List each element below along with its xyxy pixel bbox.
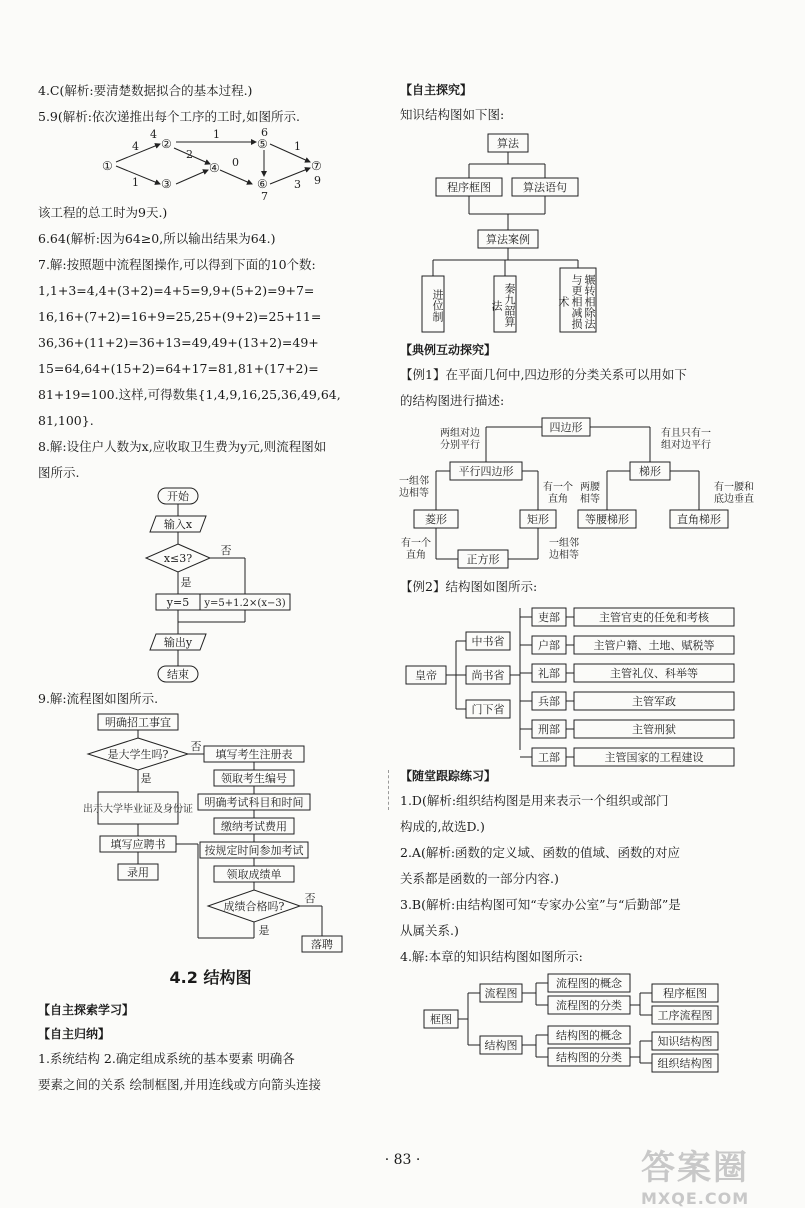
chap-leaf: 知识结构图 [657, 1035, 713, 1048]
org-duty: 主管刑狱 [632, 723, 676, 736]
q9-step-2: 领取考生编号 [221, 772, 287, 785]
org-duty: 主管军政 [632, 695, 676, 708]
algo-case-1: 进位制 [431, 288, 444, 322]
q5-edge-label: 1 [294, 140, 301, 153]
section-heading: 【自主探究】 [400, 83, 473, 97]
q5-value-7: 9 [314, 174, 321, 187]
quad-note: 两组对边 [440, 428, 480, 439]
exercise-answer: 2.A(解析:函数的定义域、函数的值域、函数的对应 [400, 845, 681, 860]
q5-node-7: ⑦ [311, 159, 322, 173]
exercise-answer: 关系都是函数的一部分内容.) [400, 871, 559, 886]
q5-value-6: 7 [261, 190, 268, 203]
q9-no-1: 否 [190, 740, 202, 753]
exercise-answer: 3.B(解析:由结构图可知“专家办公室”与“后勤部”是 [400, 897, 681, 912]
answer-4: 4.C(解析:要清楚数据拟合的基本过程.) [38, 83, 253, 98]
quad-note: 有一个 [401, 538, 431, 549]
q8-no-label: 否 [220, 544, 232, 557]
org-mid: 尚书省 [471, 669, 505, 682]
summary-line: 要素之间的关系 绘制框图,并用连线或方向箭头连接 [38, 1077, 321, 1092]
quad-note: 底边垂直 [714, 494, 754, 505]
q9-condition-2: 成绩合格吗? [223, 900, 285, 913]
q5-value-5: 6 [261, 126, 268, 139]
quad-note: 相等 [580, 494, 600, 505]
quad-note: 边相等 [399, 488, 429, 499]
algorithm-structure-diagram [400, 128, 780, 338]
q8-branch-b: y=5+1.2×(x−3) [204, 598, 286, 609]
quad-note: 有且只有一 [661, 428, 711, 439]
chap-structure: 结构图 [484, 1039, 518, 1052]
q8-condition: x≤3? [163, 552, 193, 565]
quad-trapezoid: 梯形 [639, 465, 661, 478]
right-column [400, 78, 782, 1074]
org-duty: 主管户籍、土地、赋税等 [593, 639, 715, 652]
org-dept: 刑部 [538, 723, 560, 736]
q5-edge-label: 3 [294, 178, 301, 191]
q5-node-6: ⑥ [257, 177, 268, 191]
watermark-url: MXQE.COM [641, 1189, 750, 1208]
q5-node-5: ⑤ [257, 137, 268, 151]
watermark-text: 答案圈 [641, 1148, 749, 1188]
q5-network-diagram [38, 126, 338, 203]
q9-left-box: 出示大学毕业证及身份证 [83, 804, 193, 815]
chap-leaf: 程序框图 [663, 987, 707, 1000]
q8-input: 输入x [163, 518, 193, 531]
exercise-answer: 从属关系.) [400, 923, 459, 938]
q9-step-1: 填写考生注册表 [215, 748, 293, 761]
section-heading: 【自主探索学习】 [38, 1003, 135, 1017]
example-2: 【例2】结构图如图所示: [400, 579, 538, 594]
q9-flowchart [38, 712, 358, 958]
chap-item: 结构图的概念 [556, 1029, 622, 1042]
left-column [38, 78, 383, 1098]
quad-rectangle: 矩形 [527, 513, 549, 526]
quadrilateral-diagram [400, 414, 780, 574]
q9-hire: 录用 [127, 866, 149, 879]
quad-note: 组对边平行 [661, 440, 711, 451]
quad-right-trapezoid: 直角梯形 [677, 513, 721, 526]
q9-step-4: 缴纳考试费用 [221, 820, 287, 833]
org-dept: 吏部 [538, 611, 560, 624]
chap-leaf: 工序流程图 [657, 1009, 713, 1022]
quad-note: 有一个 [543, 482, 573, 493]
answer-5-end: 该工程的总工时为9天.) [38, 205, 168, 220]
answer-7-line: 7.解:按照题中流程图操作,可以得到下面的10个数: [38, 257, 316, 272]
exercise-answer: 1.D(解析:组织结构图是用来表示一个组织或部门 [400, 793, 669, 808]
watermark-logo [641, 1140, 791, 1208]
q9-condition-1: 是大学生吗? [107, 748, 169, 761]
page-number: · 83 · [384, 1152, 421, 1168]
chap-root: 框图 [430, 1013, 452, 1026]
q5-edge-label: 4 [132, 140, 139, 153]
quad-isosceles: 等腰梯形 [585, 513, 629, 526]
answer-7-line: 81,100}. [38, 413, 94, 428]
org-duty: 主管礼仪、科举等 [610, 667, 698, 680]
q5-mark: 2 [186, 148, 193, 161]
q5-node-2: ② [161, 137, 172, 151]
q5-node-1: ① [102, 159, 113, 173]
column-divider [388, 770, 390, 810]
answer-7-line: 81+19=100.这样,可得数集{1,4,9,16,25,36,49,64, [38, 387, 341, 402]
answer-5: 5.9(解析:依次递推出每个工序的工时,如图所示. [38, 109, 300, 124]
section-heading: 【随堂跟踪练习】 [400, 769, 497, 783]
answer-7-line: 36,36+(11+2)=36+13=49,49+(13+2)=49+ [38, 335, 319, 350]
algo-case-2: 秦九韶算法 [490, 283, 516, 327]
q9-step-5: 按规定时间参加考试 [204, 844, 304, 857]
q5-edge-label: 1 [213, 128, 220, 141]
q5-node-3: ③ [161, 177, 172, 191]
example-1-line: 【例1】在平面几何中,四边形的分类关系可以用如下 [400, 367, 687, 382]
answer-8-line: 8.解:设住户人数为x,应收取卫生费为y元,则流程图如 [38, 439, 327, 454]
chap-flowchart: 流程图 [484, 987, 518, 1000]
q8-flowchart [38, 486, 338, 686]
q8-branch-a: y=5 [166, 596, 190, 609]
q5-edge-label: 0 [232, 156, 239, 169]
quad-note: 边相等 [549, 550, 579, 561]
quad-square: 正方形 [466, 553, 500, 566]
quad-note: 直角 [406, 550, 426, 561]
org-mid: 门下省 [471, 703, 505, 716]
quad-rhombus: 菱形 [425, 513, 447, 526]
org-dept: 户部 [538, 639, 560, 652]
chapter-structure-diagram [400, 970, 780, 1074]
org-duty: 主管官吏的任免和考核 [599, 611, 709, 624]
org-duty: 主管国家的工程建设 [604, 751, 704, 764]
org-dept: 兵部 [538, 695, 560, 708]
quad-parallelogram: 平行四边形 [458, 465, 514, 478]
answer-8-line: 图所示. [38, 465, 80, 480]
answer-7-line: 15=64,64+(15+2)=64+17=81,81+(17+2)= [38, 361, 319, 376]
q8-start: 开始 [167, 490, 189, 503]
example-1-line: 的结构图进行描述: [400, 393, 505, 408]
q9-step-3: 明确考试科目和时间 [204, 796, 304, 809]
org-root: 皇帝 [415, 669, 437, 682]
q9-yes-1: 是 [140, 772, 152, 785]
quad-note: 一组邻 [399, 476, 429, 487]
algo-root: 算法 [497, 137, 519, 150]
answer-9: 9.解:流程图如图所示. [38, 691, 159, 706]
quad-note: 直角 [548, 494, 568, 505]
org-dept: 礼部 [538, 667, 560, 680]
exercise-answer: 构成的,故选D.) [400, 819, 485, 834]
org-dept: 工部 [538, 751, 560, 764]
intro-text: 知识结构图如下图: [400, 107, 505, 122]
section-title: 4.2 结构图 [169, 968, 252, 987]
q9-no-2: 否 [304, 892, 316, 905]
q9-yes-2: 是 [258, 924, 270, 937]
section-heading: 【自主归纳】 [38, 1027, 111, 1041]
answer-6: 6.64(解析:因为64≥0,所以输出结果为64.) [38, 231, 276, 246]
q9-fill-form: 填写应聘书 [110, 838, 166, 851]
quad-root: 四边形 [549, 421, 583, 434]
quad-note: 分别平行 [440, 440, 480, 451]
org-mid: 中书省 [471, 635, 505, 648]
organization-diagram [400, 600, 780, 764]
q8-end: 结束 [167, 668, 189, 681]
summary-line: 1.系统结构 2.确定组成系统的基本要素 明确各 [38, 1051, 295, 1066]
chap-leaf: 组织结构图 [657, 1057, 713, 1070]
q8-output: 输出y [163, 636, 193, 649]
quad-note: 有一腰和 [714, 482, 754, 493]
algo-cases: 算法案例 [486, 233, 530, 246]
algo-flowchart: 程序框图 [447, 181, 491, 194]
q5-node-4: ④ [209, 161, 220, 175]
chap-item: 流程图的概念 [556, 977, 622, 990]
q5-mark: 4 [150, 128, 157, 141]
q8-yes-label: 是 [180, 576, 192, 589]
answer-7-line: 1,1+3=4,4+(3+2)=4+5=9,9+(5+2)=9+7= [38, 283, 315, 298]
chap-item: 结构图的分类 [556, 1051, 622, 1064]
q9-start-box: 明确招工事宜 [105, 716, 171, 729]
section-heading: 【典例互动探究】 [400, 343, 497, 357]
q9-fail: 落聘 [311, 938, 333, 951]
q5-edge-label: 1 [132, 176, 139, 189]
quad-note: 两腰 [580, 482, 600, 493]
exercise-answer: 4.解:本章的知识结构图如图所示: [400, 949, 583, 964]
algo-case-3: 辗转相除法与更相减损术 [557, 273, 596, 329]
algo-statements: 算法语句 [523, 181, 567, 194]
answer-7-line: 16,16+(7+2)=16+9=25,25+(9+2)=25+11= [38, 309, 322, 324]
chap-item: 流程图的分类 [556, 999, 622, 1012]
quad-note: 一组邻 [549, 538, 579, 549]
q9-step-6: 领取成绩单 [226, 868, 282, 881]
